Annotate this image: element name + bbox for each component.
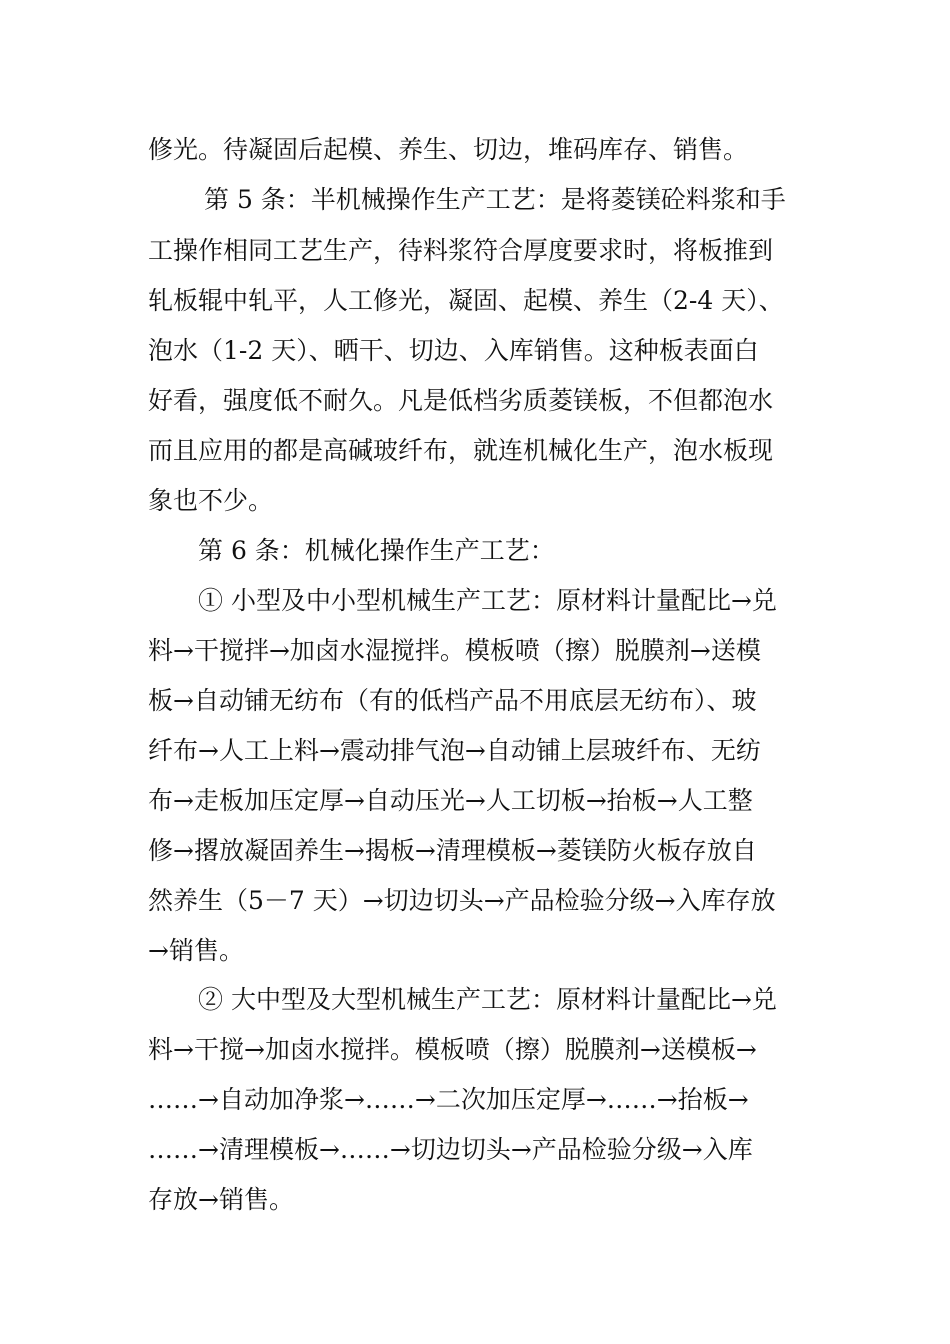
text-line: 第 6 条：机械化操作生产工艺： <box>198 536 555 565</box>
text-line: 然养生（5－7 天）→切边切头→产品检验分级→入库存放 <box>148 886 776 915</box>
text-line: 好看，强度低不耐久。凡是低档劣质菱镁板，不但都泡水 <box>148 386 774 415</box>
text-line: →销售。 <box>148 936 244 965</box>
text-line: ……→自动加净浆→……→二次加压定厚→……→抬板→ <box>148 1085 749 1114</box>
text-line: 布→走板加压定厚→自动压光→人工切板→抬板→人工整 <box>148 786 753 815</box>
text-line: 纤布→人工上料→震动排气泡→自动铺上层玻纤布、无纺 <box>148 736 761 765</box>
text-line: 轧板辊中轧平，人工修光，凝固、起模、养生（2-4 天）、 <box>148 286 784 315</box>
text-line: 而且应用的都是高碱玻纤布，就连机械化生产，泡水板现 <box>148 436 774 465</box>
text-line: ……→清理模板→……→切边切头→产品检验分级→入库 <box>148 1135 753 1164</box>
text-line: ① 小型及中小型机械生产工艺：原材料计量配比→兑 <box>198 586 777 615</box>
text-line: 料→干搅拌→加卤水湿搅拌。模板喷（擦）脱膜剂→送模 <box>148 636 761 665</box>
text-line: 第 5 条：半机械操作生产工艺：是将菱镁砼料浆和手 <box>204 185 786 214</box>
text-line: 板→自动铺无纺布（有的低档产品不用底层无纺布）、玻 <box>148 686 757 715</box>
text-line: 存放→销售。 <box>148 1185 294 1214</box>
text-line: 象也不少。 <box>148 486 274 515</box>
text-line: 修→撂放凝固养生→揭板→清理模板→菱镁防火板存放自 <box>148 836 757 865</box>
text-line: 料→干搅→加卤水搅拌。模板喷（擦）脱膜剂→送模板→ <box>148 1035 757 1064</box>
text-line: 修光。待凝固后起模、养生、切边，堆码库存、销售。 <box>148 135 749 164</box>
text-line: 泡水（1-2 天）、晒干、切边、入库销售。这种板表面白 <box>148 336 759 365</box>
text-line: ② 大中型及大型机械生产工艺：原材料计量配比→兑 <box>198 985 777 1014</box>
text-line: 工操作相同工艺生产，待料浆符合厚度要求时，将板推到 <box>148 236 774 265</box>
